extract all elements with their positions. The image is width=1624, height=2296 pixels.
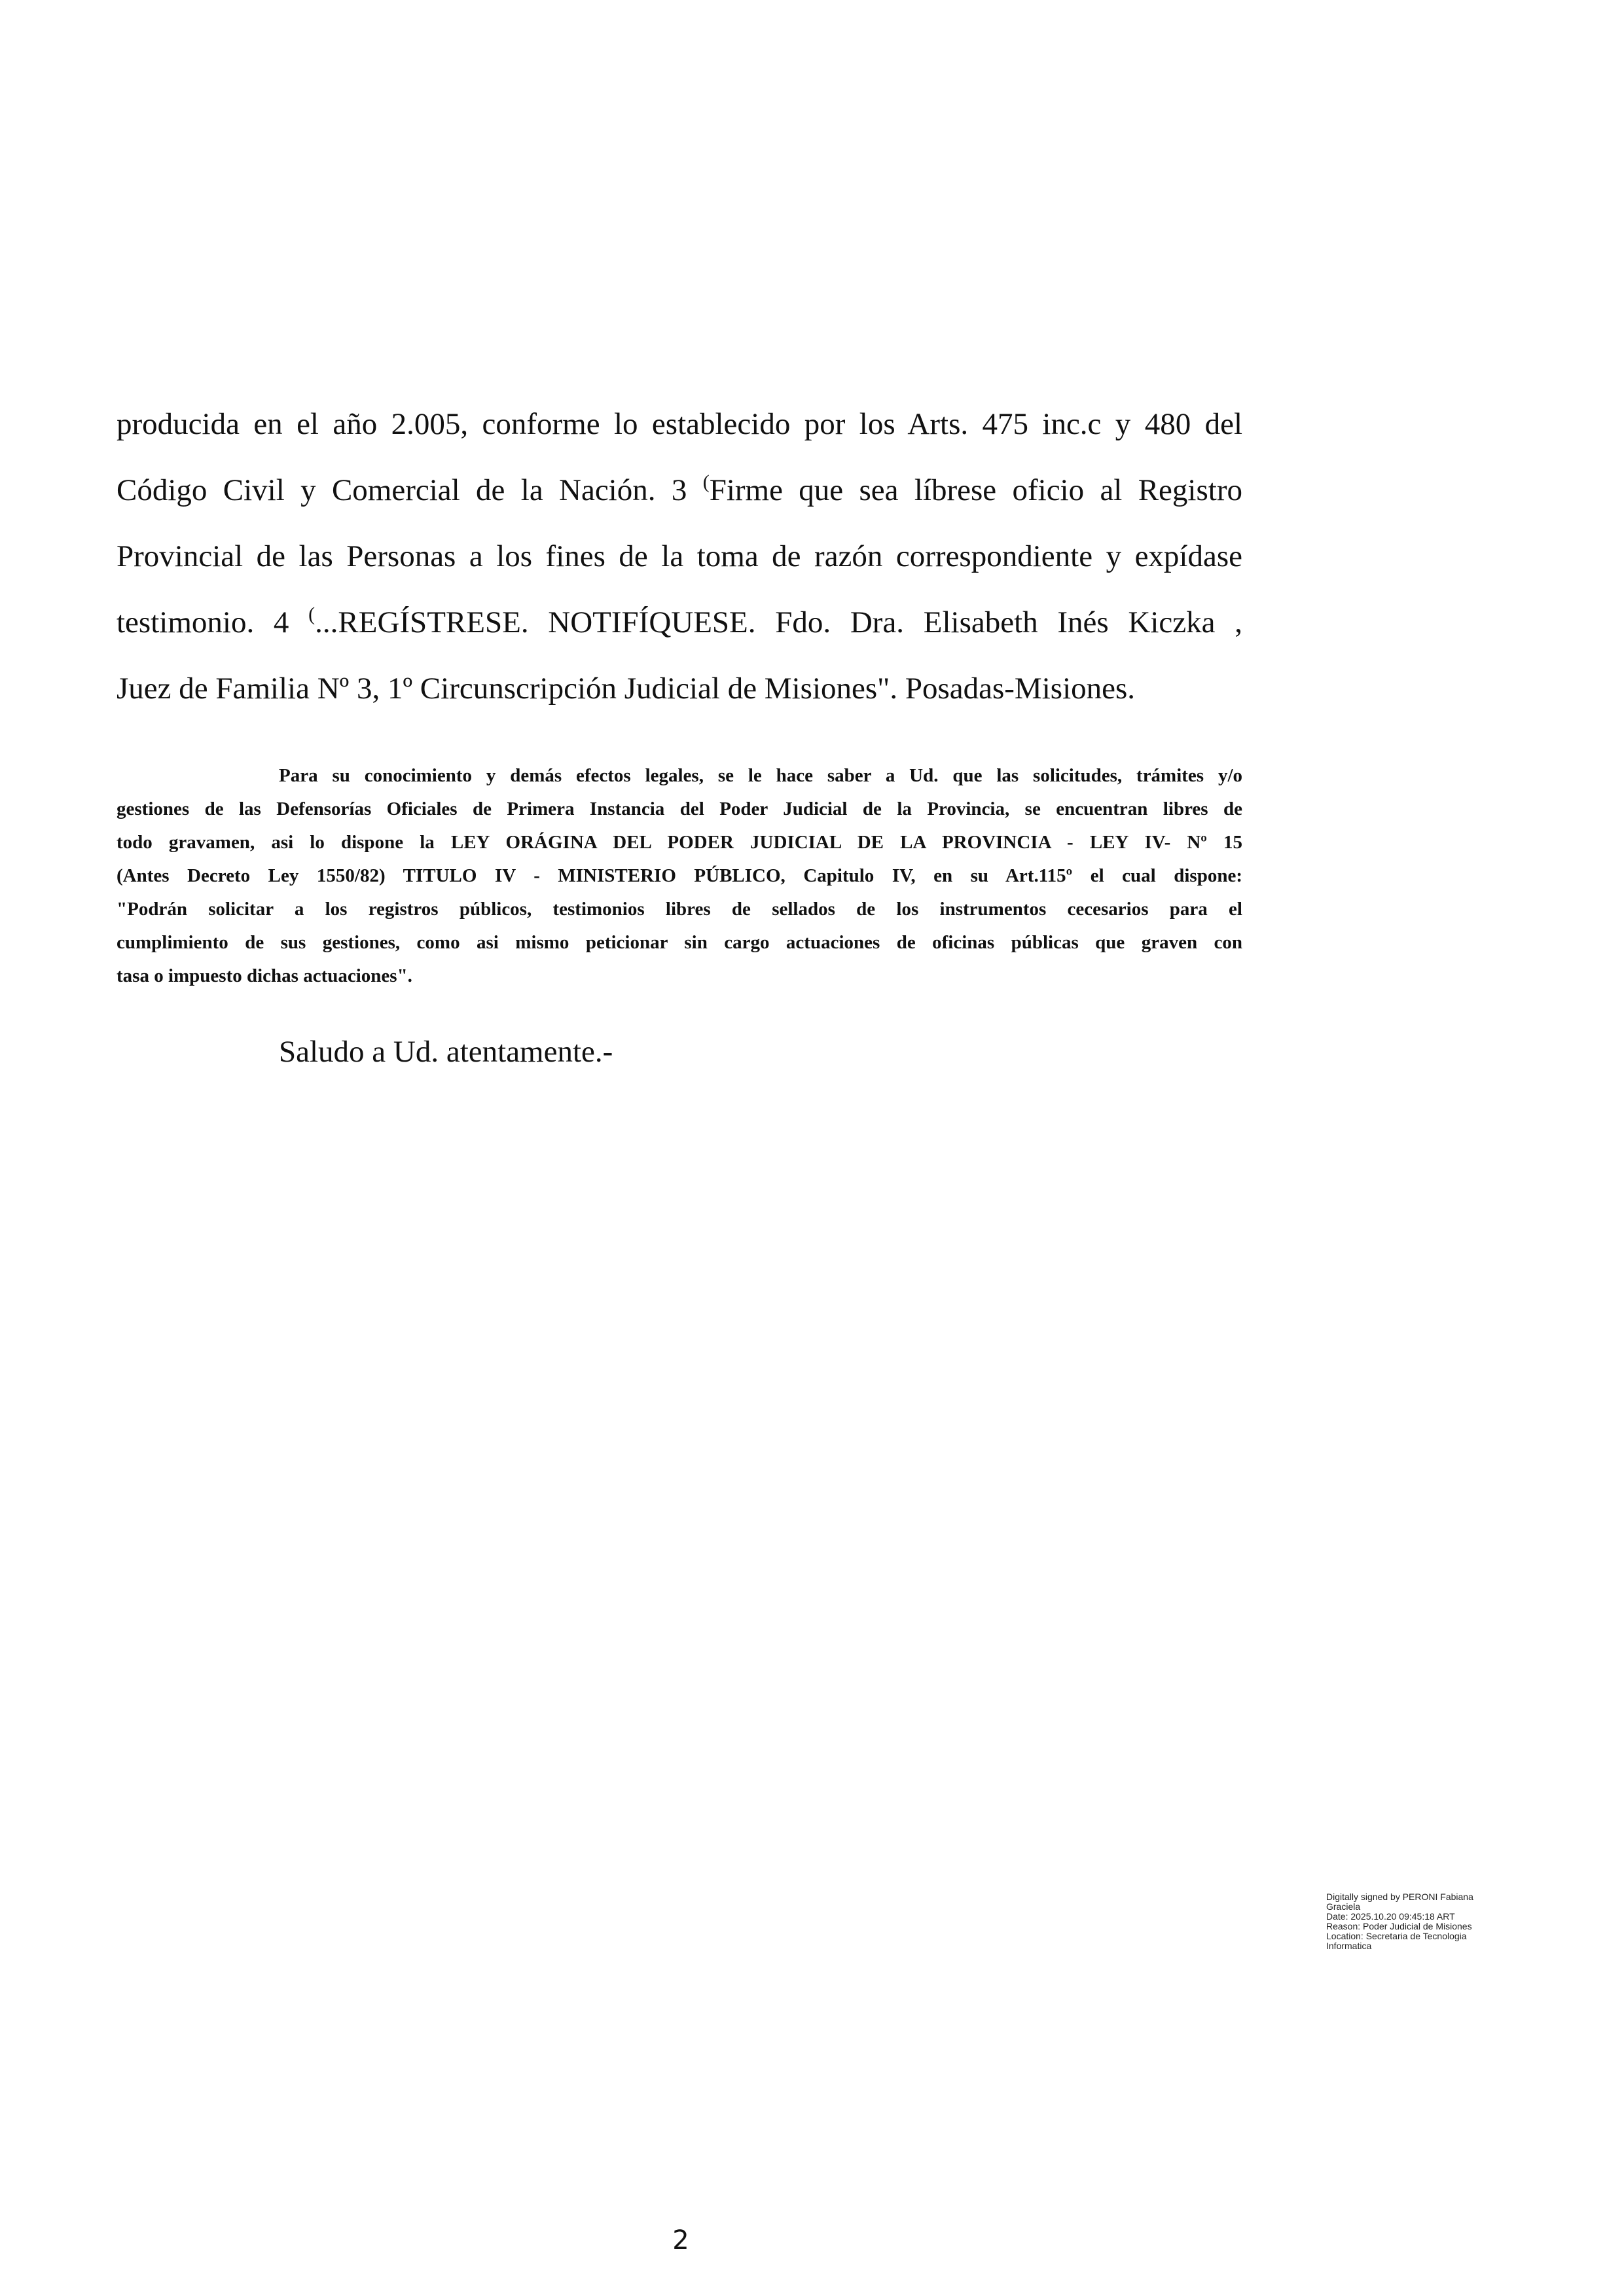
- body-line-1: producida en el año 2.005, conforme lo establecido por los Arts. 475 inc.c y 480 del: [117, 407, 1242, 441]
- resolution-excerpt: [117, 391, 1242, 722]
- closing-salutation: Saludo a Ud. atentamente.-: [279, 1035, 613, 1069]
- footnote-mark-3: (: [702, 471, 710, 493]
- notice-line-4: (Antes Decreto Ley 1550/82) TITULO IV - MINISTERIO PÚBLICO, Capitulo IV, en su Art.115º el cual dispone:: [117, 865, 1242, 886]
- body-line-2: [117, 457, 1242, 524]
- digital-signature-block: [1326, 1892, 1523, 1951]
- signature-line-5: Location: Secretaria de Tecnologia: [1326, 1931, 1467, 1941]
- signature-line-6: Informatica: [1326, 1941, 1372, 1951]
- signature-line-3: Date: 2025.10.20 09:45:18 ART: [1326, 1911, 1455, 1922]
- notice-line-5: "Podrán solicitar a los registros públicos, testimonios libres de sellados de los instrumentos cecesarios para el: [117, 899, 1242, 920]
- body-line-4-start: testimonio. 4: [117, 605, 309, 639]
- page-number: 2: [672, 2225, 689, 2255]
- signature-line-4: Reason: Poder Judicial de Misiones: [1326, 1921, 1472, 1931]
- body-line-4: [117, 590, 1242, 656]
- footnote-mark-4: (: [308, 603, 316, 625]
- notice-line-1: Para su conocimiento y demás efectos legales, se le hace saber a Ud. que las solicitudes, trámites y/o: [279, 765, 1242, 786]
- body-line-4-end: ...REGÍSTRESE. NOTIFÍQUESE. Fdo. Dra. Elisabeth Inés Kiczka ,: [315, 605, 1242, 639]
- notice-line-6: cumplimiento de sus gestiones, como asi mismo peticionar sin cargo actuaciones de oficinas públicas que graven con: [117, 932, 1242, 953]
- body-line-5: Juez de Familia Nº 3, 1º Circunscripción Judicial de Misiones". Posadas-Misiones.: [117, 672, 1136, 706]
- signature-line-1: Digitally signed by PERONI Fabiana: [1326, 1892, 1473, 1902]
- body-line-2-start: Código Civil y Comercial de la Nación. 3: [117, 473, 703, 507]
- legal-notice-paragraph: [117, 759, 1242, 993]
- body-line-3: Provincial de las Personas a los fines de la toma de razón correspondiente y expídase: [117, 539, 1242, 573]
- notice-line-7: tasa o impuesto dichas actuaciones".: [117, 965, 412, 986]
- notice-line-3: todo gravamen, asi lo dispone la LEY ORÁGINA DEL PODER JUDICIAL DE LA PROVINCIA - LEY IV- Nº 15: [117, 832, 1242, 853]
- notice-line-2: gestiones de las Defensorías Oficiales de Primera Instancia del Poder Judicial de la Provincia, se encuentran libres de: [117, 798, 1242, 819]
- body-line-2-end: Firme que sea líbrese oficio al Registro: [709, 473, 1242, 507]
- signature-line-2: Graciela: [1326, 1901, 1361, 1912]
